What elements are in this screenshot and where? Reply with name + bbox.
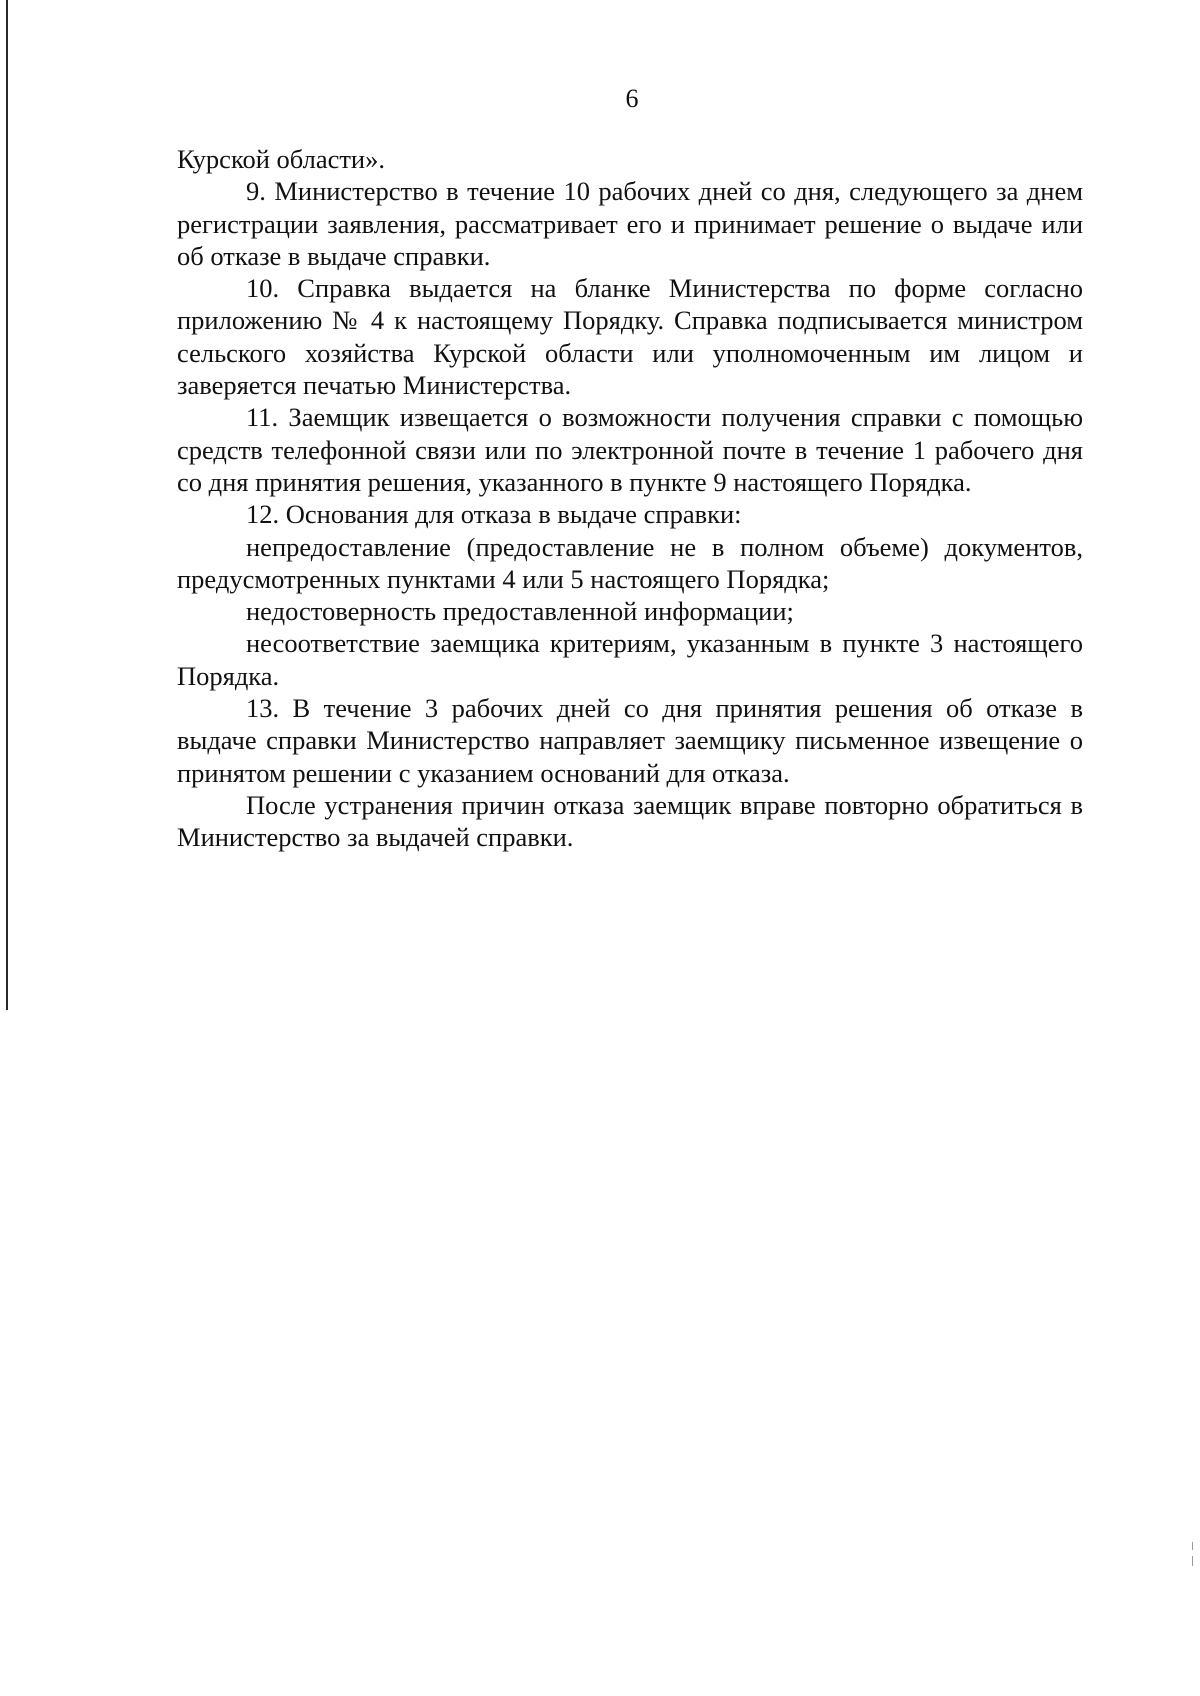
paragraph-reapply: После устранения причин отказа заемщик вправе повторно обратиться в Министерство за выдачей справки.: [177, 789, 1083, 853]
paragraph-item-9: 9. Министерство в течение 10 рабочих дней со дня, следующего за днем регистрации заявления, рассматривает его и принимает решение о выдаче или об отказе в выдаче справки.: [177, 176, 1083, 271]
paragraph-item-11: 11. Заемщик извещается о возможности получения справки с помощью средств телефонной связи или по электронной почте в течение 1 рабочего дня со дня принятия решения, указанного в пункте 9 настоящего Порядка.: [177, 402, 1083, 497]
paragraph-refusal-reason-3: несоответствие заемщика критериям, указанным в пункте 3 настоящего Порядка.: [177, 628, 1083, 691]
document-body: [177, 143, 1083, 854]
paragraph-refusal-reason-1: непредоставление (предоставление не в полном объеме) документов, предусмотренных пунктами 4 или 5 настоящего Порядка;: [177, 531, 1083, 594]
scan-left-edge: [6, 0, 8, 1010]
scan-speck-2: [1192, 1556, 1193, 1566]
paragraph-refusal-reason-2: недостоверность предоставленной информации;: [246, 596, 794, 627]
paragraph-item-12: 12. Основания для отказа в выдаче справки:: [246, 499, 742, 530]
paragraph-item-13: 13. В течение 3 рабочих дней со дня принятия решения об отказе в выдаче справки Министерство направляет заемщику письменное извещение о принятом решении с указанием оснований для отказа.: [177, 693, 1083, 788]
scan-speck-1: [1192, 1542, 1193, 1550]
paragraph-continuation: Курской области».: [177, 144, 385, 174]
paragraph-item-10: 10. Справка выдается на бланке Министерства по форме согласно приложению № 4 к настоящему Порядку. Справка подписывается министром сельского хозяйства Курской области или уполномоченным им лицом и заверяется печатью Министерства.: [177, 273, 1083, 401]
page-number: 6: [625, 84, 639, 113]
